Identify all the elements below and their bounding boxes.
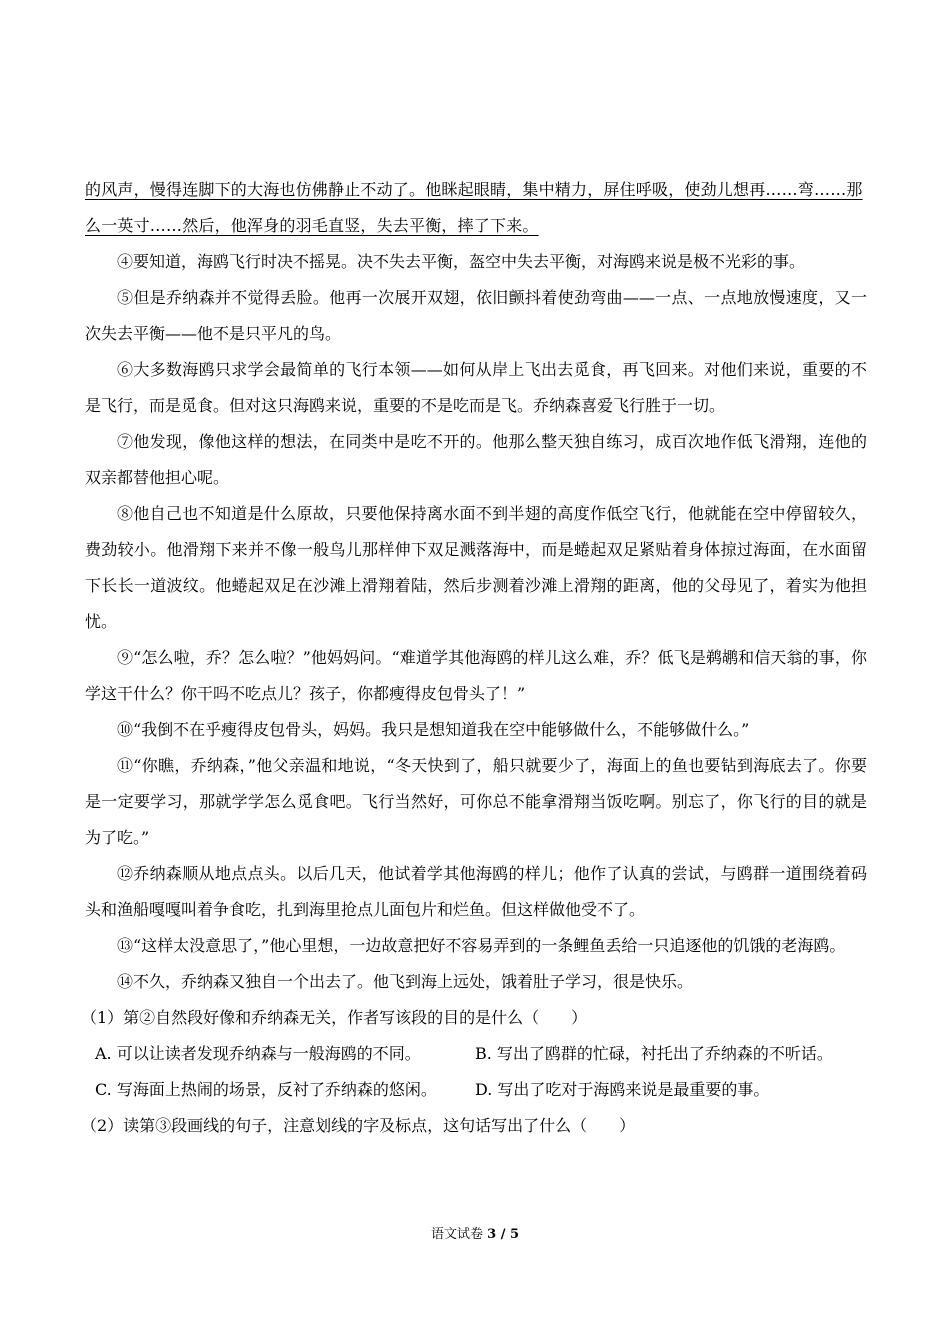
passage-paragraph-9: ⑨“怎么啦，乔？怎么啦？”他妈妈问。“难道学其他海鸥的样儿这么难，乔？低飞是鹈鹕和信天翁的事，你学这干什么？你干吗不吃点儿？孩子，你都瘦得皮包骨头了！”	[85, 648, 867, 703]
question-1-option-a[interactable]: A. 可以让读者发现乔纳森与一般海鸥的不同。	[95, 1044, 421, 1063]
passage-paragraph-10: ⑩“我倒不在乎瘦得皮包骨头，妈妈。我只是想知道我在空中能够做什么，不能够做什么。”	[117, 720, 750, 739]
passage-paragraph-7: ⑦他发现，像他这样的想法，在同类中是吃不开的。他那么整天独自练习，成百次地作低飞滑翔，连他的双亲都替他担心呢。	[85, 432, 867, 487]
question-1-option-c[interactable]: C. 写海面上热闹的场景，反衬了乔纳森的悠闲。	[95, 1080, 437, 1099]
passage-p3-line-2: 么一英寸……然后，他浑身的羽毛直竖，失去平衡，摔了下来。	[85, 216, 539, 235]
passage-paragraph-6: ⑥大多数海鸥只求学会最简单的飞行本领——如何从岸上飞出去觅食，再飞回来。对他们来说，重要的不是飞行，而是觅食。但对这只海鸥来说，重要的不是吃而是飞。乔纳森喜爱飞行胜于一切。	[85, 360, 867, 415]
exam-page-body	[81, 172, 867, 1144]
passage-paragraph-11: ⑪“你瞧，乔纳森，”他父亲温和地说，“冬天快到了，船只就要少了，海面上的鱼也要钻到海底去了。你要是一定要学习，那就学学怎么觅食吧。飞行当然好，可你总不能拿滑翔当饭吃啊。别忘了，你飞行的目的就是为了吃。”	[85, 756, 867, 847]
passage-paragraph-14: ⑭不久，乔纳森又独自一个出去了。他飞到海上远处，饿着肚子学习，很是快乐。	[117, 972, 694, 991]
page-footer	[0, 1226, 950, 1244]
passage-paragraph-4: ④要知道，海鸥飞行时决不摇晃。决不失去平衡，盔空中失去平衡，对海鸥来说是极不光彩的事。	[117, 252, 806, 271]
passage-paragraph-8: ⑧他自己也不知道是什么原故，只要他保持离水面不到半翅的高度作低空飞行，他就能在空中停留较久，费劲较小。他滑翔下来并不像一般鸟儿那样伸下双足溅落海中，而是蜷起双足紧贴着身体掠过海面，在水面留下长长一道波纹。他蜷起双足在沙滩上滑翔着陆，然后步测着沙滩上滑翔的距离，他的父母见了，着实为他担忧。	[85, 504, 867, 631]
question-1-stem: （1）第②自然段好像和乔纳森无关，作者写该段的目的是什么（ ）	[81, 1008, 588, 1027]
question-2-stem: （2）读第③段画线的句子，注意划线的字及标点，这句话写出了什么（ ）	[81, 1116, 636, 1135]
question-1-options	[85, 1036, 867, 1108]
question-1-option-b[interactable]: B. 写出了鸥群的忙碌，衬托出了乔纳森的不听话。	[475, 1044, 833, 1063]
footer-page-number: 3 / 5	[487, 1227, 520, 1242]
passage-p3-line-1: 的风声，慢得连脚下的大海也仿佛静止不动了。他眯起眼睛，集中精力，屏住呼吸，使劲儿想再……弯……那	[85, 180, 863, 199]
question-1-option-d[interactable]: D. 写出了吃对于海鸥来说是最重要的事。	[475, 1080, 770, 1099]
passage-paragraph-5: ⑤但是乔纳森并不觉得丢脸。他再一次展开双翅，依旧颤抖着使劲弯曲——一点、一点地放慢速度，又一次失去平衡——他不是只平凡的鸟。	[85, 288, 867, 343]
passage-paragraph-13: ⑬“这样太没意思了，”他心里想，一边故意把好不容易弄到的一条鲤鱼丢给一只追逐他的饥饿的老海鸥。	[117, 936, 846, 955]
footer-label: 语文试卷	[430, 1227, 483, 1242]
passage-paragraph-12: ⑫乔纳森顺从地点点头。以后几天，他试着学其他海鸥的样儿；他作了认真的尝试，与鸥群一道围绕着码头和渔船嘎嘎叫着争食吃，扎到海里抢点儿面包片和烂鱼。但这样做他受不了。	[85, 864, 867, 919]
